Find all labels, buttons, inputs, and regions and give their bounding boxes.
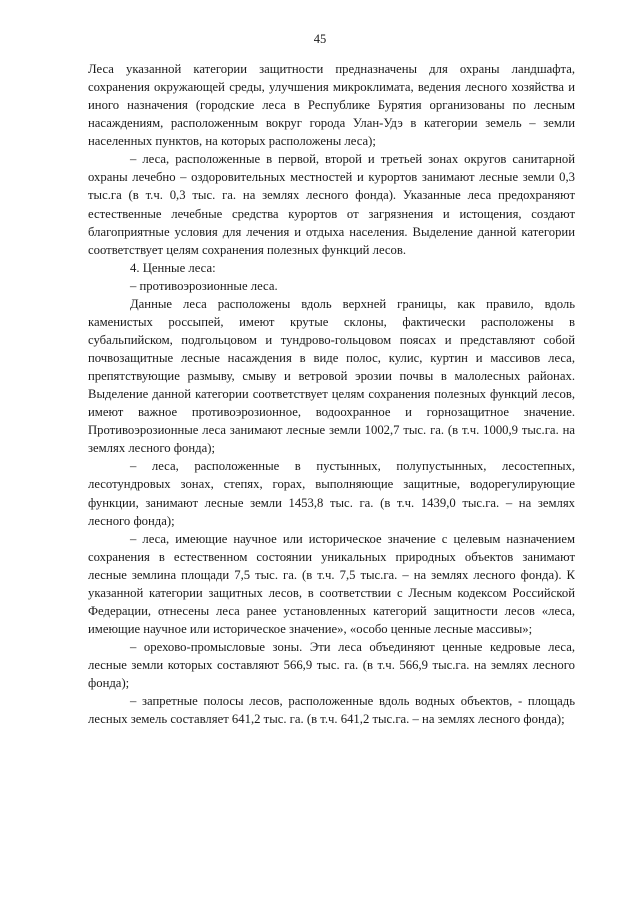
paragraph: Леса указанной категории защитности предназначены для охраны ландшафта, сохранения окружающей среды, улучшения микроклимата, ведения лесного хозяйства и иного назначения (городские леса в Республике Бурятия организованы по лесным насаждениям, расположенным вокруг города Улан-Удэ в категории земель – земли населенных пунктов, на которых расположены леса); — [88, 62, 575, 149]
list-item: – противоэрозионные леса. — [130, 278, 278, 293]
section-heading: 4. Ценные леса: — [130, 260, 216, 275]
paragraph: Данные леса расположены вдоль верхней границы, как правило, вдоль каменистых россыпей, имеют крутые склоны, фактически расположены в субальпийском, подгольцовом и тундрово-гольцовом поясах и представляют собой почвозащитные лесные насаждения в виде полос, кулис, куртин и массивов леса, препятствующие размыву, смыву и ветровой эрозии почвы в малолесных районах. Выделение данной категории соответствует целям сохранения полезных функций лесов, имеют важное противоэрозионное, водоохранное и горнозащитное значение. Противоэрозионные леса занимают лесные земли 1002,7 тыс. га. (в т.ч. 1000,9 тыс.га. на землях лесного фонда); — [88, 296, 575, 456]
page-number: 45 — [313, 32, 327, 46]
paragraph: – леса, расположенные в первой, второй и третьей зонах округов санитарной охраны лечебно – оздоровительных местностей и курортов занимают лесные земли 0,3 тыс.га (в т.ч. 0,3 тыс. га. на землях лесного фонда). Указанные леса предохраняют естественные лечебные средства курортов от загрязнения и истощения, создают благоприятные условия для лечения и отдыха населения. Выделение данной категории соответствует целям сохранения полезных функций лесов. — [88, 152, 575, 257]
list-item: – запретные полосы лесов, расположенные вдоль водных объектов, - площадь лесных земель составляет 641,2 тыс. га. (в т.ч. 641,2 тыс.га. – на землях лесного фонда); — [88, 694, 575, 727]
list-item: – леса, имеющие научное или историческое значение с целевым назначением сохранения в естественном состоянии уникальных природных объектов занимают лесные землина площади 7,5 тыс. га. (в т.ч. 7,5 тыс.га. – на землях лесного фонда). К указанной категории защитных лесов, в соответствии с Лесным кодексом Российской Федерации, отнесены леса ранее установленных категорий защитности лесов «леса, имеющие научное или историческое значение», «особо ценные лесные массивы»; — [88, 531, 575, 636]
document-body — [88, 60, 575, 728]
list-item: – орехово-промысловые зоны. Эти леса объединяют ценные кедровые леса, лесные земли которых составляют 566,9 тыс. га. (в т.ч. 566,9 тыс.га. на землях лесного фонда); — [88, 640, 575, 691]
list-item: – леса, расположенные в пустынных, полупустынных, лесостепных, лесотундровых зонах, степях, горах, выполняющие защитные, водорегулирующие функции, занимают лесные земли 1453,8 тыс. га. (в т.ч. 1439,0 тыс.га. – на землях лесного фонда); — [88, 459, 575, 528]
